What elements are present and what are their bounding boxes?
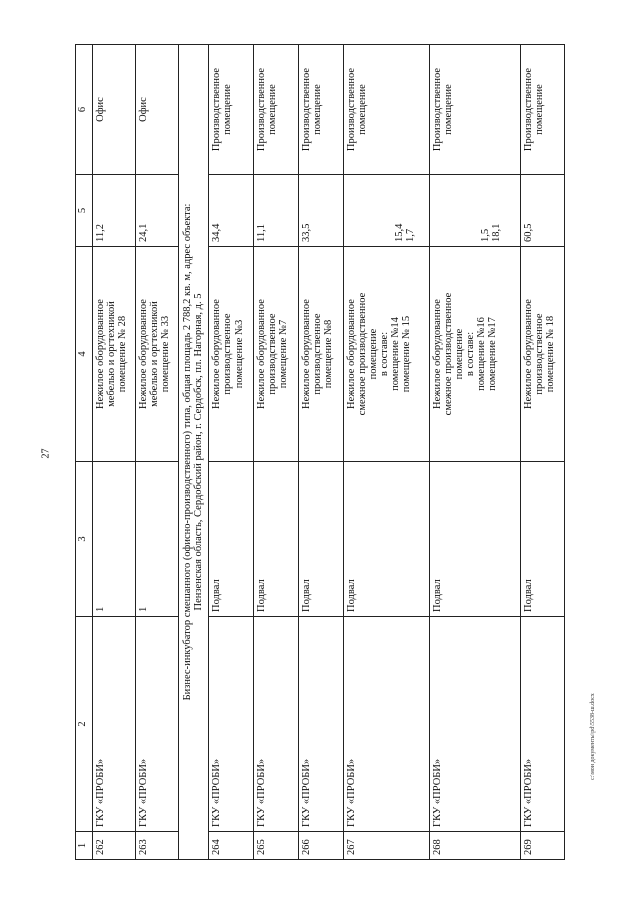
- purpose-line: помещение: [357, 84, 369, 135]
- desc-line: в составе:: [379, 331, 391, 377]
- desc-line: смежное производственное: [357, 292, 369, 416]
- organization: ГКУ «ПРОБИ»: [298, 617, 343, 832]
- floor: Подвал: [253, 462, 298, 617]
- desc-line: в составе:: [465, 331, 477, 377]
- desc-line: Нежилое оборудованное: [138, 299, 150, 409]
- organization: ГКУ «ПРОБИ»: [520, 617, 564, 832]
- desc-line: помещение: [454, 328, 466, 380]
- table-row: [209, 45, 253, 860]
- purpose: [209, 45, 253, 175]
- description: [430, 247, 520, 462]
- component-area: 1,5: [480, 228, 492, 242]
- organization: ГКУ «ПРОБИ»: [344, 617, 430, 832]
- organization: ГКУ «ПРОБИ»: [93, 617, 136, 832]
- desc-line: Нежилое оборудованное: [432, 299, 444, 409]
- component-line: помещение №16: [476, 317, 488, 391]
- desc-line: помещение № 28: [117, 315, 129, 393]
- area: [344, 175, 430, 247]
- purpose-line: помещение: [443, 84, 455, 135]
- desc-line: помещение №3: [233, 319, 245, 389]
- component-line: помещение №17: [487, 317, 499, 391]
- purpose-line: помещение: [222, 84, 234, 135]
- floor: 1: [93, 462, 136, 617]
- desc-line: помещение № 33: [160, 315, 172, 393]
- table-row: [253, 45, 298, 860]
- purpose-line: Производственное: [211, 67, 223, 152]
- col-header-6: 6: [76, 45, 93, 175]
- desc-line: смежное производственное: [443, 292, 455, 416]
- table-row: [93, 45, 136, 860]
- desc-line: производственное: [266, 313, 278, 395]
- desc-line: Нежилое оборудованное: [211, 299, 223, 409]
- purpose-line: помещение: [311, 84, 323, 135]
- desc-line: помещение: [368, 328, 380, 380]
- purpose: [253, 45, 298, 175]
- area: 11,2: [93, 175, 136, 247]
- desc-line: производственное: [222, 313, 234, 395]
- description: [93, 247, 136, 462]
- section-title: [179, 45, 209, 860]
- desc-line: помещение №8: [322, 319, 334, 389]
- row-number: 265: [253, 832, 298, 860]
- component-area: 18,1: [491, 223, 503, 242]
- desc-line: производственное: [311, 313, 323, 395]
- component-area: 15,4: [394, 223, 406, 242]
- col-header-2: 2: [76, 617, 93, 832]
- area: [430, 175, 520, 247]
- premises-table: [75, 44, 565, 860]
- desc-line: мебелью и оргтехникой: [106, 301, 118, 407]
- purpose: [430, 45, 520, 175]
- floor: Подвал: [430, 462, 520, 617]
- purpose-line: Производственное: [432, 67, 444, 152]
- col-header-1: 1: [76, 832, 93, 860]
- component-area: 1,7: [405, 228, 417, 242]
- table-row: [344, 45, 430, 860]
- purpose: [298, 45, 343, 175]
- purpose: Офис: [136, 45, 179, 175]
- purpose-line: Производственное: [346, 67, 358, 152]
- organization: ГКУ «ПРОБИ»: [430, 617, 520, 832]
- row-number: 268: [430, 832, 520, 860]
- area: 33,5: [298, 175, 343, 247]
- table-row: [298, 45, 343, 860]
- row-number: 262: [93, 832, 136, 860]
- area: 60,5: [520, 175, 564, 247]
- area: 11,1: [253, 175, 298, 247]
- component-line: помещение № 15: [401, 315, 413, 393]
- floor: Подвал: [520, 462, 564, 617]
- desc-line: Нежилое оборудованное: [346, 299, 358, 409]
- desc-line: Нежилое оборудованное: [300, 299, 312, 409]
- desc-line: производственное: [533, 313, 545, 395]
- col-header-3: 3: [76, 462, 93, 617]
- desc-line: Нежилое оборудованное: [255, 299, 267, 409]
- col-header-5: 5: [76, 175, 93, 247]
- purpose-line: помещение: [533, 84, 545, 135]
- desc-line: Нежилое оборудованное: [522, 299, 534, 409]
- purpose: [520, 45, 564, 175]
- row-number: 267: [344, 832, 430, 860]
- desc-line: помещение № 18: [544, 315, 556, 393]
- section-line-1: Бизнес-инкубатор смешанного (офисно-производственного) типа, общая площадь 2 788,2 кв. м, адрес объекта:: [182, 203, 194, 701]
- table-row: [136, 45, 179, 860]
- footer-file-path: c:\мои документы\pd\5538-ш.docx: [590, 693, 596, 780]
- area: 34,4: [209, 175, 253, 247]
- row-number: 266: [298, 832, 343, 860]
- row-number: 269: [520, 832, 564, 860]
- organization: ГКУ «ПРОБИ»: [209, 617, 253, 832]
- desc-line: мебелью и оргтехникой: [149, 301, 161, 407]
- page-number: 27: [40, 448, 52, 459]
- floor: Подвал: [209, 462, 253, 617]
- description: [253, 247, 298, 462]
- purpose: [344, 45, 430, 175]
- header-row: [76, 45, 93, 860]
- organization: ГКУ «ПРОБИ»: [136, 617, 179, 832]
- component-line: помещение №14: [390, 317, 402, 391]
- desc-line: Нежилое оборудованное: [95, 299, 106, 409]
- area: 24,1: [136, 175, 179, 247]
- section-line-2: Пензенская область, Сердобский район, г. Сердобск, пл. Нагорная, д. 5: [193, 293, 205, 611]
- desc-line: помещение №7: [277, 319, 289, 389]
- description: [209, 247, 253, 462]
- purpose-line: помещение: [266, 84, 278, 135]
- description: [520, 247, 564, 462]
- section-row: [179, 45, 209, 860]
- row-number: 263: [136, 832, 179, 860]
- purpose-line: Производственное: [255, 67, 267, 152]
- floor: 1: [136, 462, 179, 617]
- col-header-4: 4: [76, 247, 93, 462]
- purpose-line: Производственное: [522, 67, 534, 152]
- purpose: Офис: [93, 45, 136, 175]
- description: [298, 247, 343, 462]
- floor: Подвал: [298, 462, 343, 617]
- purpose-line: Производственное: [300, 67, 312, 152]
- floor: Подвал: [344, 462, 430, 617]
- description: [344, 247, 430, 462]
- organization: ГКУ «ПРОБИ»: [253, 617, 298, 832]
- row-number: 264: [209, 832, 253, 860]
- rotated-table-wrapper: [75, 45, 565, 860]
- table-row: [520, 45, 564, 860]
- table-row: [430, 45, 520, 860]
- description: [136, 247, 179, 462]
